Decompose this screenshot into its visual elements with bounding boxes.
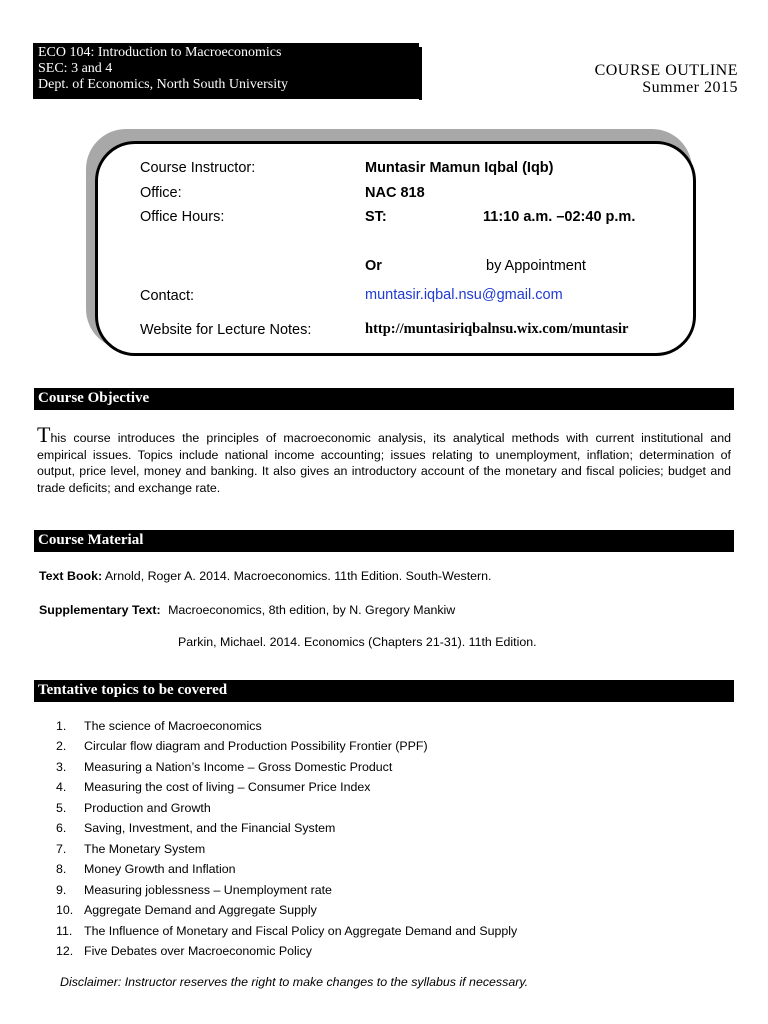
website-link[interactable]: http://muntasiriqbalnsu.wix.com/muntasir: [365, 321, 629, 337]
topic-text: The science of Macroeconomics: [84, 719, 262, 733]
topic-number: 5.: [56, 800, 67, 815]
topic-number: 10.: [56, 903, 74, 918]
dropcap-letter: T: [37, 422, 51, 447]
office-value: NAC 818: [365, 185, 425, 201]
supplementary-label: Supplementary Text:: [39, 603, 161, 617]
topic-number: 4.: [56, 780, 67, 795]
supplementary-line: [39, 603, 455, 617]
topic-number: 11.: [56, 923, 73, 938]
department-info: Dept. of Economics, North South University: [38, 77, 289, 92]
topic-text: Aggregate Demand and Aggregate Supply: [84, 903, 317, 918]
topic-number: 1.: [56, 719, 67, 733]
topic-number: 2.: [56, 739, 67, 754]
or-label: Or: [365, 258, 382, 274]
supplementary-value-2: Parkin, Michael. 2014. Economics (Chapters 21-31). 11th Edition.: [178, 635, 537, 649]
topic-item: [56, 859, 517, 879]
website-label: Website for Lecture Notes:: [140, 322, 312, 338]
topic-number: 6.: [56, 821, 67, 836]
email-link[interactable]: muntasir.iqbal.nsu@gmail.com: [365, 287, 563, 303]
topic-number: 8.: [56, 862, 67, 877]
topic-item: [56, 839, 517, 859]
topic-item: [56, 900, 517, 920]
disclaimer-text: Disclaimer: Instructor reserves the right to make changes to the syllabus if necessary.: [60, 975, 529, 989]
topic-item: [56, 757, 517, 777]
topic-item: [56, 716, 517, 736]
section-heading-material: Course Material: [34, 530, 734, 552]
topic-text: Circular flow diagram and Production Possibility Frontier (PPF): [84, 739, 428, 754]
office-hours-time: 11:10 a.m. –02:40 p.m.: [483, 209, 636, 225]
section-heading-objective: Course Objective: [34, 388, 734, 410]
topic-text: Money Growth and Inflation: [84, 862, 236, 877]
objective-paragraph: [37, 422, 731, 496]
textbook-label: Text Book:: [39, 569, 103, 583]
topic-number: 3.: [56, 759, 67, 774]
topic-item: [56, 880, 517, 900]
topic-text: Measuring joblessness – Unemployment rate: [84, 882, 332, 897]
outline-title-block: [595, 62, 738, 96]
topic-text: Measuring the cost of living – Consumer Price Index: [84, 780, 371, 795]
topics-list: [56, 716, 517, 961]
office-hours-days: ST:: [365, 209, 387, 225]
section-info: SEC: 3 and 4: [38, 61, 113, 76]
instructor-label: Course Instructor:: [140, 160, 256, 176]
topic-number: 7.: [56, 841, 67, 856]
textbook-value: Arnold, Roger A. 2014. Macroeconomics. 11th Edition. South-Western.: [104, 569, 492, 583]
topic-text: The Monetary System: [84, 841, 206, 856]
appointment-text: by Appointment: [486, 258, 586, 274]
topic-item: [56, 798, 517, 818]
topic-item: [56, 818, 517, 838]
supplementary-value-1: Macroeconomics, 8th edition, by N. Gregory Mankiw: [168, 603, 456, 617]
textbook-line: [39, 569, 491, 583]
topic-number: 12.: [56, 943, 74, 958]
topic-item: [56, 736, 517, 756]
objective-body: his course introduces the principles of macroeconomic analysis, its analytical methods with current institutional and empirical issues. Topics include national income accounting; issues relating to unemployment, inflation; determination of output, price level, money and banking. It also gives an introductory account of the monetary and fiscal policies; budget and trade deficits; and exchange rate.: [37, 431, 731, 495]
topic-number: 9.: [56, 882, 67, 897]
outline-title: COURSE OUTLINE: [594, 62, 738, 79]
topic-text: The Influence of Monetary and Fiscal Policy on Aggregate Demand and Supply: [84, 923, 518, 938]
office-label: Office:: [140, 185, 182, 201]
office-hours-label: Office Hours:: [140, 209, 225, 225]
topic-item: [56, 941, 517, 961]
topic-item: [56, 777, 517, 797]
topic-text: Saving, Investment, and the Financial System: [84, 821, 336, 836]
contact-label: Contact:: [140, 288, 194, 304]
topic-text: Production and Growth: [84, 800, 211, 815]
instructor-name: Muntasir Mamun Iqbal (Iqb): [365, 160, 554, 176]
term-label: Summer 2015: [642, 79, 738, 96]
course-title: ECO 104: Introduction to Macroeconomics: [38, 45, 282, 60]
topic-item: [56, 921, 517, 941]
topic-text: Measuring a Nation’s Income – Gross Domestic Product: [84, 759, 393, 774]
section-heading-topics: Tentative topics to be covered: [34, 680, 734, 702]
topic-text: Five Debates over Macroeconomic Policy: [84, 943, 312, 958]
course-header-box: [33, 43, 419, 99]
